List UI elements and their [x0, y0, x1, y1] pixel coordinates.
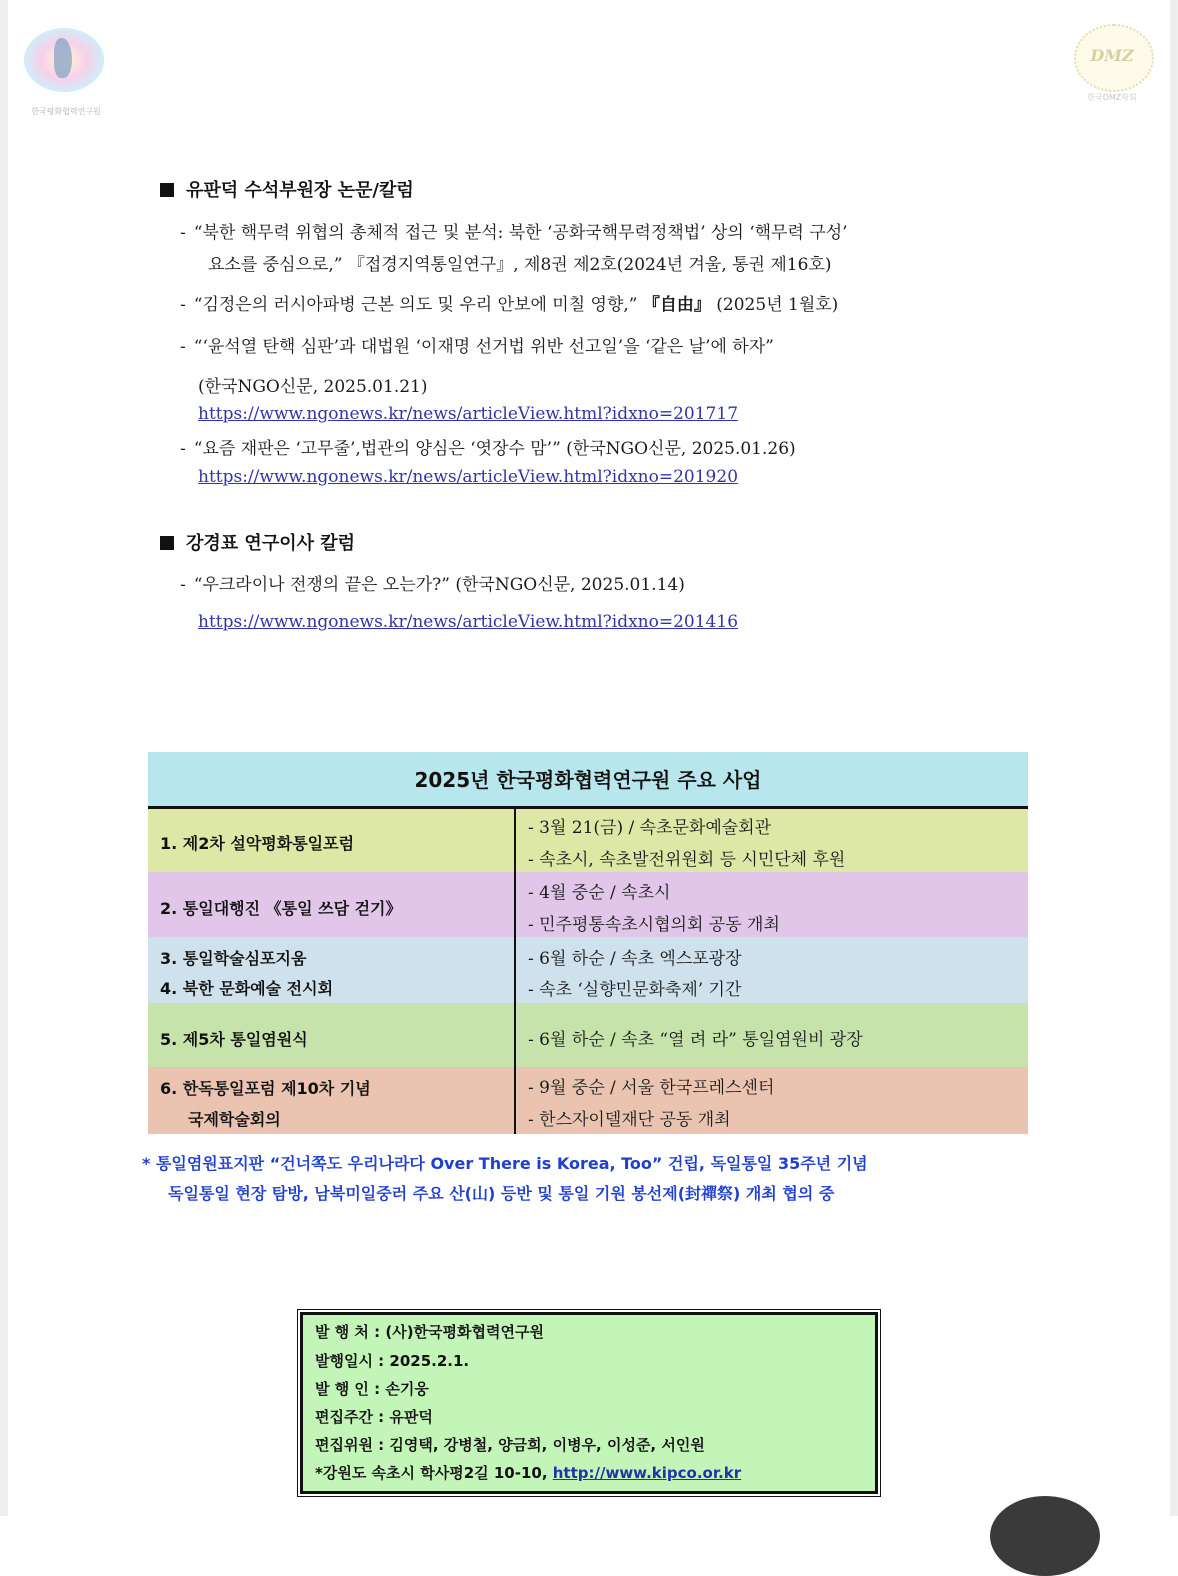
business-row [148, 872, 1028, 937]
column-item-1-link[interactable]: https://www.ngonews.kr/news/articleView.html?idxno=201416 [198, 612, 739, 632]
paper-item-3-line-1: - “‘윤석열 탄핵 심판’과 대법원 ‘이재명 선거법 위반 선고일’을 ‘같은 날’에 하자” [180, 337, 774, 357]
paper-item-1-line-1: - “북한 핵무력 위협의 총체적 접근 및 분석: 북한 ‘공화국핵무력정책법’ 상의 ‘핵무력 구성’ [180, 223, 848, 243]
business-item-name: 5. 제5차 통일염원식 [160, 1030, 308, 1049]
business-note-line-2: 독일통일 현장 탐방, 남북미일중러 주요 산(山) 등반 및 통일 기원 봉선제(封禪祭) 개최 협의 중 [168, 1184, 835, 1203]
business-item-detail: - 민주평통속초시협의회 공동 개최 [528, 915, 780, 935]
editorial-committee-line: 편집위원 : 김영택, 강병철, 양금희, 이병우, 이성준, 서인원 [315, 1436, 705, 1454]
publisher-line: 발 행 처 : (사)한국평화협력연구원 [315, 1323, 544, 1341]
institute-logo-caption: 한국평화협력연구원 [31, 107, 101, 116]
address-text: *강원도 속초시 학사평2길 10-10, [315, 1464, 553, 1482]
section-heading-text: 유판덕 수석부원장 논문/칼럼 [186, 180, 414, 201]
business-item-detail: - 3월 21(금) / 속초문화예술회관 [528, 818, 772, 838]
page-edge-left [0, 0, 8, 1516]
business-item-detail: - 속초 ‘실향민문화축제’ 기간 [528, 980, 742, 1000]
paper-item-3-title: “‘윤석열 탄핵 심판’과 대법원 ‘이재명 선거법 위반 선고일’을 ‘같은 날’에 하자” [193, 337, 774, 357]
page-edge-right [1170, 0, 1178, 1516]
paper-item-4-link[interactable]: https://www.ngonews.kr/news/articleView.html?idxno=201920 [198, 467, 739, 487]
section-heading-papers [160, 176, 414, 202]
business-item-detail: - 한스자이델재단 공동 개최 [528, 1110, 731, 1130]
korea-map-icon [54, 38, 72, 78]
paper-item-1-title: “북한 핵무력 위협의 총체적 접근 및 분석: 북한 ‘공화국핵무력정책법’ 상의 ‘핵무력 구성’ [193, 223, 848, 243]
business-item-name: 3. 통일학술심포지움 [160, 949, 307, 968]
paper-item-2-title: “김정은의 러시아파병 근본 의도 및 우리 안보에 미칠 영향,” [193, 295, 643, 315]
bullet-square-icon [160, 183, 174, 197]
address-line [315, 1462, 741, 1483]
business-row [148, 809, 1028, 872]
paper-item-4-line-1: - “요즘 재판은 ‘고무줄’,법관의 양심은 ‘엿장수 맘’” (한국NGO신문, 2025.01.26) [180, 439, 796, 459]
paper-item-3-link[interactable]: https://www.ngonews.kr/news/articleView.html?idxno=201717 [198, 404, 739, 424]
business-table-title: 2025년 한국평화협력연구원 주요 사업 [148, 752, 1028, 809]
floating-action-button[interactable] [990, 1496, 1100, 1576]
publication-info-box [300, 1312, 878, 1494]
paper-item-2-journal: 『自由』 [642, 295, 711, 315]
business-note-line-1: * 통일염원표지판 “건너쪽도 우리나라다 Over There is Korea, Too” 건립, 독일통일 35주년 기념 [142, 1154, 868, 1173]
publish-date-line: 발행일시 : 2025.2.1. [315, 1352, 470, 1370]
paper-item-2-issue: (2025년 1월호) [710, 295, 839, 315]
chief-editor-line: 편집주간 : 유판덕 [315, 1408, 433, 1426]
institute-logo [18, 10, 114, 122]
column-item-1-title: “우크라이나 전쟁의 끝은 오는가?” (한국NGO신문, 2025.01.14) [193, 575, 685, 595]
section-heading-text: 강경표 연구이사 칼럼 [186, 533, 356, 554]
business-item-name: 1. 제2차 설악평화통일포럼 [160, 834, 355, 853]
business-row-name-cell [148, 1003, 516, 1067]
business-item-name: 4. 북한 문화예술 전시회 [160, 979, 334, 998]
business-row [148, 1003, 1028, 1067]
business-item-name: 2. 통일대행진 《통일 쓰담 걷기》 [160, 899, 402, 918]
dmz-logo-text: DMZ [1090, 46, 1134, 65]
dmz-logo-caption: 한국DMZ학회 [1087, 93, 1137, 102]
paper-item-2: - “김정은의 러시아파병 근본 의도 및 우리 안보에 미칠 영향,” 『自由』 (2025년 1월호) [180, 295, 839, 315]
business-item-detail: - 9월 중순 / 서울 한국프레스센터 [528, 1078, 775, 1098]
business-row [148, 937, 1028, 1003]
business-row-name-cell [148, 809, 516, 872]
section-heading-columns [160, 529, 355, 555]
business-item-detail: - 4월 중순 / 속초시 [528, 883, 671, 903]
paper-item-4-title: “요즘 재판은 ‘고무줄’,법관의 양심은 ‘엿장수 맘’” (한국NGO신문, 2025.01.26) [193, 439, 796, 459]
business-item-name: 국제학술회의 [188, 1110, 281, 1129]
column-item-1-line-1: - “우크라이나 전쟁의 끝은 오는가?” (한국NGO신문, 2025.01.14) [180, 575, 685, 595]
paper-item-3-source: (한국NGO신문, 2025.01.21) [198, 377, 428, 397]
business-row-name-cell [148, 1067, 516, 1134]
business-row [148, 1067, 1028, 1134]
business-item-detail: - 6월 하순 / 속초 “열 려 라” 통일염원비 광장 [528, 1030, 863, 1050]
issuer-line: 발 행 인 : 손기웅 [315, 1380, 429, 1398]
business-item-name: 6. 한독통일포럼 제10차 기념 [160, 1079, 371, 1098]
website-link[interactable]: http://www.kipco.or.kr [552, 1464, 742, 1482]
paper-item-1-line-2: 요소를 중심으로,” 『접경지역통일연구』, 제8권 제2호(2024년 겨울, 통권 제16호) [208, 255, 832, 275]
business-row-name-cell [148, 937, 516, 1003]
dmz-society-logo [1066, 18, 1162, 114]
business-item-detail: - 속초시, 속초발전위원회 등 시민단체 후원 [528, 850, 846, 870]
business-row-name-cell [148, 872, 516, 937]
business-item-detail: - 6월 하순 / 속초 엑스포광장 [528, 949, 742, 969]
bullet-square-icon [160, 536, 174, 550]
